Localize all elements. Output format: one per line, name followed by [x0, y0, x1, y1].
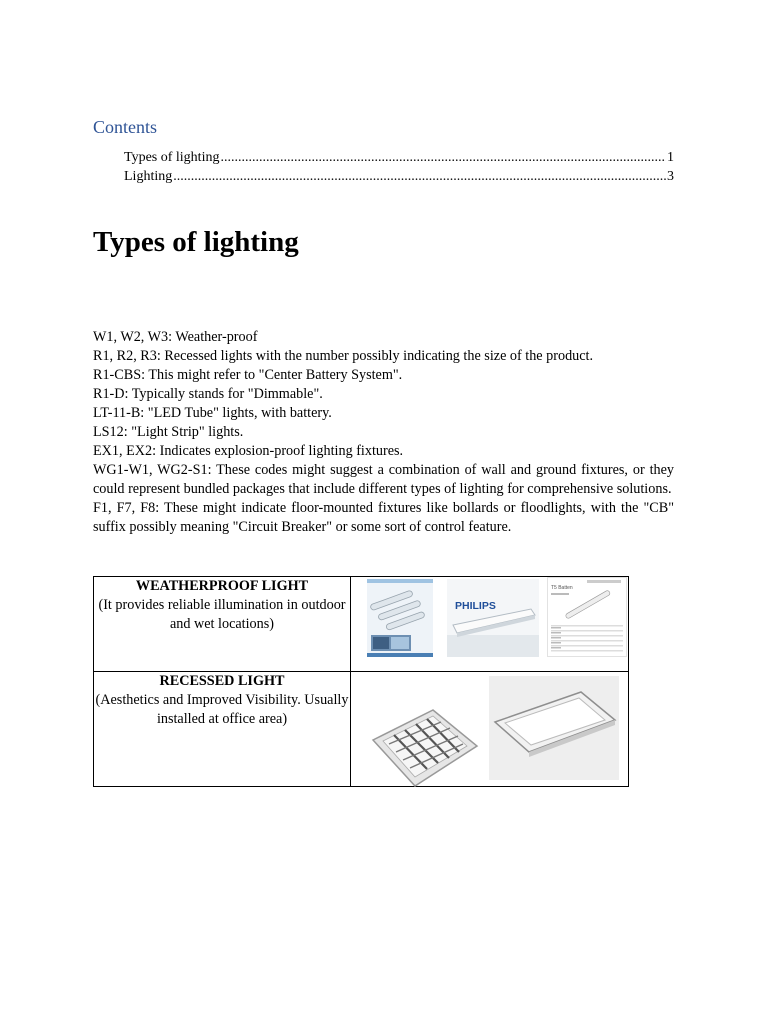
table-row-recessed [94, 672, 629, 787]
recessed-description: (Aesthetics and Improved Visibility. Usually installed at office area) [95, 692, 349, 727]
weatherproof-images-cell [351, 577, 629, 672]
lighting-types-table [93, 576, 629, 787]
toc-leader-dots [220, 149, 666, 167]
recessed-description-cell [94, 672, 351, 787]
recessed-panel-image [489, 676, 619, 780]
toc-heading: Contents [93, 117, 158, 137]
weatherproof-title: WEATHERPROOF LIGHT [135, 578, 309, 594]
philips-product-image [447, 579, 539, 657]
catalog-page-image [547, 577, 627, 657]
paragraph: W1, W2, W3: Weather-proof [93, 329, 258, 345]
catalog-title-text: T5 Batten [551, 585, 573, 591]
section-body [93, 328, 674, 537]
paragraph: R1-D: Typically stands for "Dimmable". [93, 386, 323, 402]
weatherproof-description-cell [94, 577, 351, 672]
table-row-weatherproof [94, 577, 629, 672]
toc-entry-page: 1 [667, 150, 674, 165]
paragraph: LT-11-B: "LED Tube" lights, with battery. [93, 405, 332, 421]
paragraph: R1-CBS: This might refer to "Center Battery System". [93, 367, 403, 383]
recessed-louvre-image [363, 700, 481, 792]
toc-entry-page: 3 [667, 169, 674, 184]
section-heading: Types of lighting [93, 226, 299, 258]
paragraph: EX1, EX2: Indicates explosion-proof lighting fixtures. [93, 443, 404, 459]
weatherproof-product-image-1 [367, 579, 433, 657]
toc-entry-lighting[interactable] [124, 168, 674, 186]
philips-brand-text: PHILIPS [455, 600, 496, 612]
toc-entry-label: Lighting [124, 169, 173, 184]
toc-entry-types-of-lighting[interactable] [124, 149, 674, 167]
toc-entry-label: Types of lighting [124, 150, 220, 165]
toc-leader-dots [173, 168, 666, 186]
paragraph: F1, F7, F8: These might indicate floor-mounted fixtures like bollards or floodlights, with the "CB" suffix possibly meaning "Circuit Breaker" or some sort of control feature. [93, 500, 674, 535]
recessed-images-cell [351, 672, 629, 787]
weatherproof-description: (It provides reliable illumination in outdoor and wet locations) [98, 597, 346, 632]
recessed-title: RECESSED LIGHT [159, 673, 285, 689]
paragraph: WG1-W1, WG2-S1: These codes might suggest a combination of wall and ground fixtures, or they could represent bundled packages that include different types of lighting for comprehensive solutions. [93, 462, 674, 497]
paragraph: LS12: "Light Strip" lights. [93, 424, 244, 440]
paragraph: R1, R2, R3: Recessed lights with the number possibly indicating the size of the product. [93, 348, 594, 364]
